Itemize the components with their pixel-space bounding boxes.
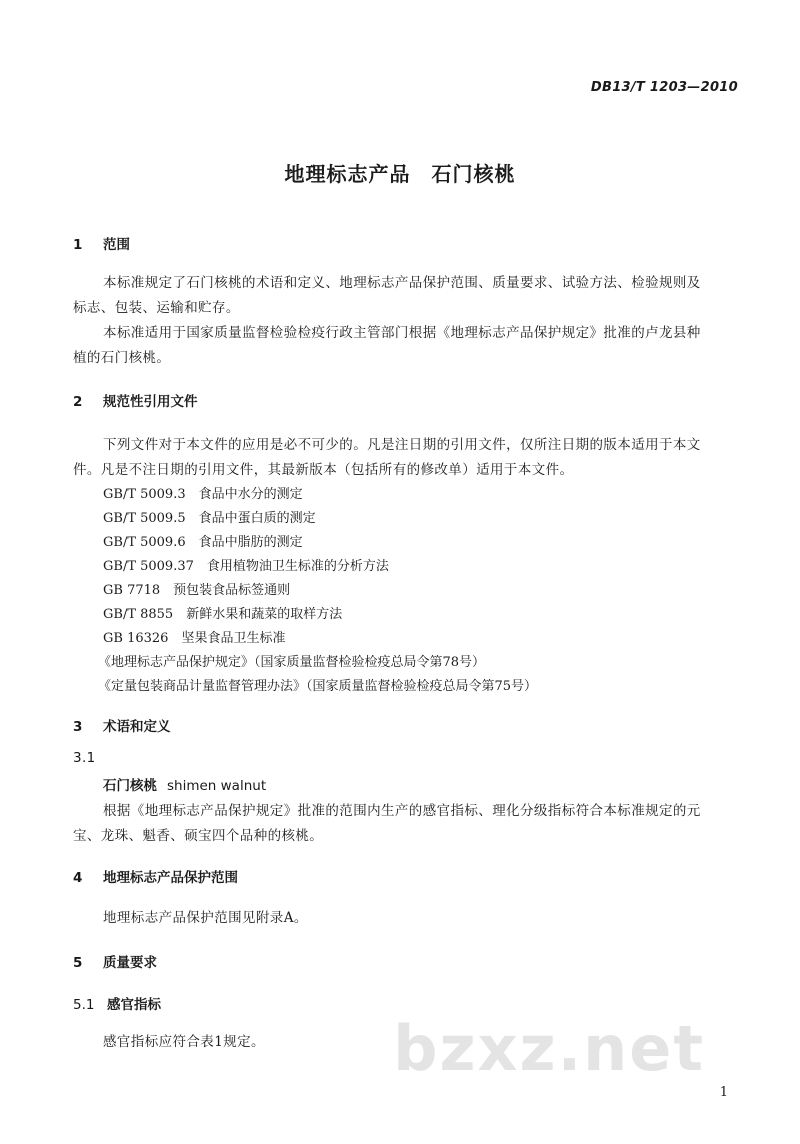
section-number: 5 [73, 955, 83, 971]
standard-code: DB13/T 1203—2010 [590, 80, 738, 95]
subsection-5-1-heading [73, 993, 161, 1013]
section-number: 4 [73, 870, 83, 886]
reference-item: GB/T 5009.5 食品中蛋白质的测定 [103, 511, 316, 526]
subsection-title: 感官指标 [107, 997, 161, 1013]
page-number: 1 [719, 1085, 728, 1100]
s2-paragraph-line-1: 下列文件对于本文件的应用是必不可少的。凡是注日期的引用文件，仅所注日期的版本适用于本文 [103, 437, 701, 453]
reference-document-2: 《定量包装商品计量监督管理办法》（国家质量监督检验检疫总局令第75号） [98, 679, 538, 694]
section-title: 术语和定义 [103, 719, 171, 735]
section-title: 质量要求 [103, 955, 157, 971]
term-entry [103, 774, 266, 794]
section-5-heading [73, 951, 157, 971]
subsection-number: 5.1 [73, 997, 95, 1013]
reference-item: GB/T 8855 新鲜水果和蔬菜的取样方法 [103, 607, 343, 622]
document-title: 地理标志产品 石门核桃 [284, 162, 516, 186]
section-3-heading [73, 715, 171, 735]
reference-document-1: 《地理标志产品保护规定》（国家质量监督检验检疫总局令第78号） [98, 655, 486, 670]
s2-paragraph-line-2: 件。凡是不注日期的引用文件，其最新版本（包括所有的修改单）适用于本文件。 [73, 462, 574, 478]
section-title: 范围 [103, 237, 130, 253]
watermark: bzxz.net [393, 1012, 705, 1085]
subsection-3-1-number: 3.1 [73, 750, 96, 766]
section-number: 3 [73, 719, 83, 735]
term-definition-line-1: 根据《地理标志产品保护规定》批准的范围内生产的感官指标、理化分级指标符合本标准规定的元 [103, 803, 701, 819]
term-definition-line-2: 宝、龙珠、魁香、硕宝四个品种的核桃。 [73, 828, 324, 844]
s1-paragraph-1-line-1: 本标准规定了石门核桃的术语和定义、地理标志产品保护范围、质量要求、试验方法、检验规则及 [103, 275, 701, 291]
section-4-heading [73, 866, 238, 886]
s1-paragraph-1-line-2: 标志、包装、运输和贮存。 [73, 300, 240, 316]
reference-item: GB/T 5009.6 食品中脂肪的测定 [103, 535, 303, 550]
s1-paragraph-2-line-1: 本标准适用于国家质量监督检验检疫行政主管部门根据《地理标志产品保护规定》批准的卢龙县种 [103, 325, 701, 341]
s1-paragraph-2-line-2: 植的石门核桃。 [73, 350, 171, 366]
section-number: 2 [73, 394, 83, 410]
section-title: 规范性引用文件 [103, 394, 198, 410]
term-chinese: 石门核桃 [103, 778, 157, 794]
term-english: shimen walnut [167, 778, 267, 794]
reference-item: GB 16326 坚果食品卫生标准 [103, 631, 286, 646]
reference-item: GB/T 5009.3 食品中水分的测定 [103, 487, 303, 502]
reference-item: GB 7718 预包装食品标签通则 [103, 583, 291, 598]
s4-paragraph: 地理标志产品保护范围见附录A。 [103, 910, 308, 926]
section-number: 1 [73, 237, 83, 253]
section-2-heading [73, 390, 198, 410]
section-title: 地理标志产品保护范围 [103, 870, 238, 886]
section-1-heading [73, 233, 130, 253]
reference-item: GB/T 5009.37 食用植物油卫生标准的分析方法 [103, 559, 389, 574]
s5-1-paragraph: 感官指标应符合表1规定。 [103, 1034, 265, 1050]
